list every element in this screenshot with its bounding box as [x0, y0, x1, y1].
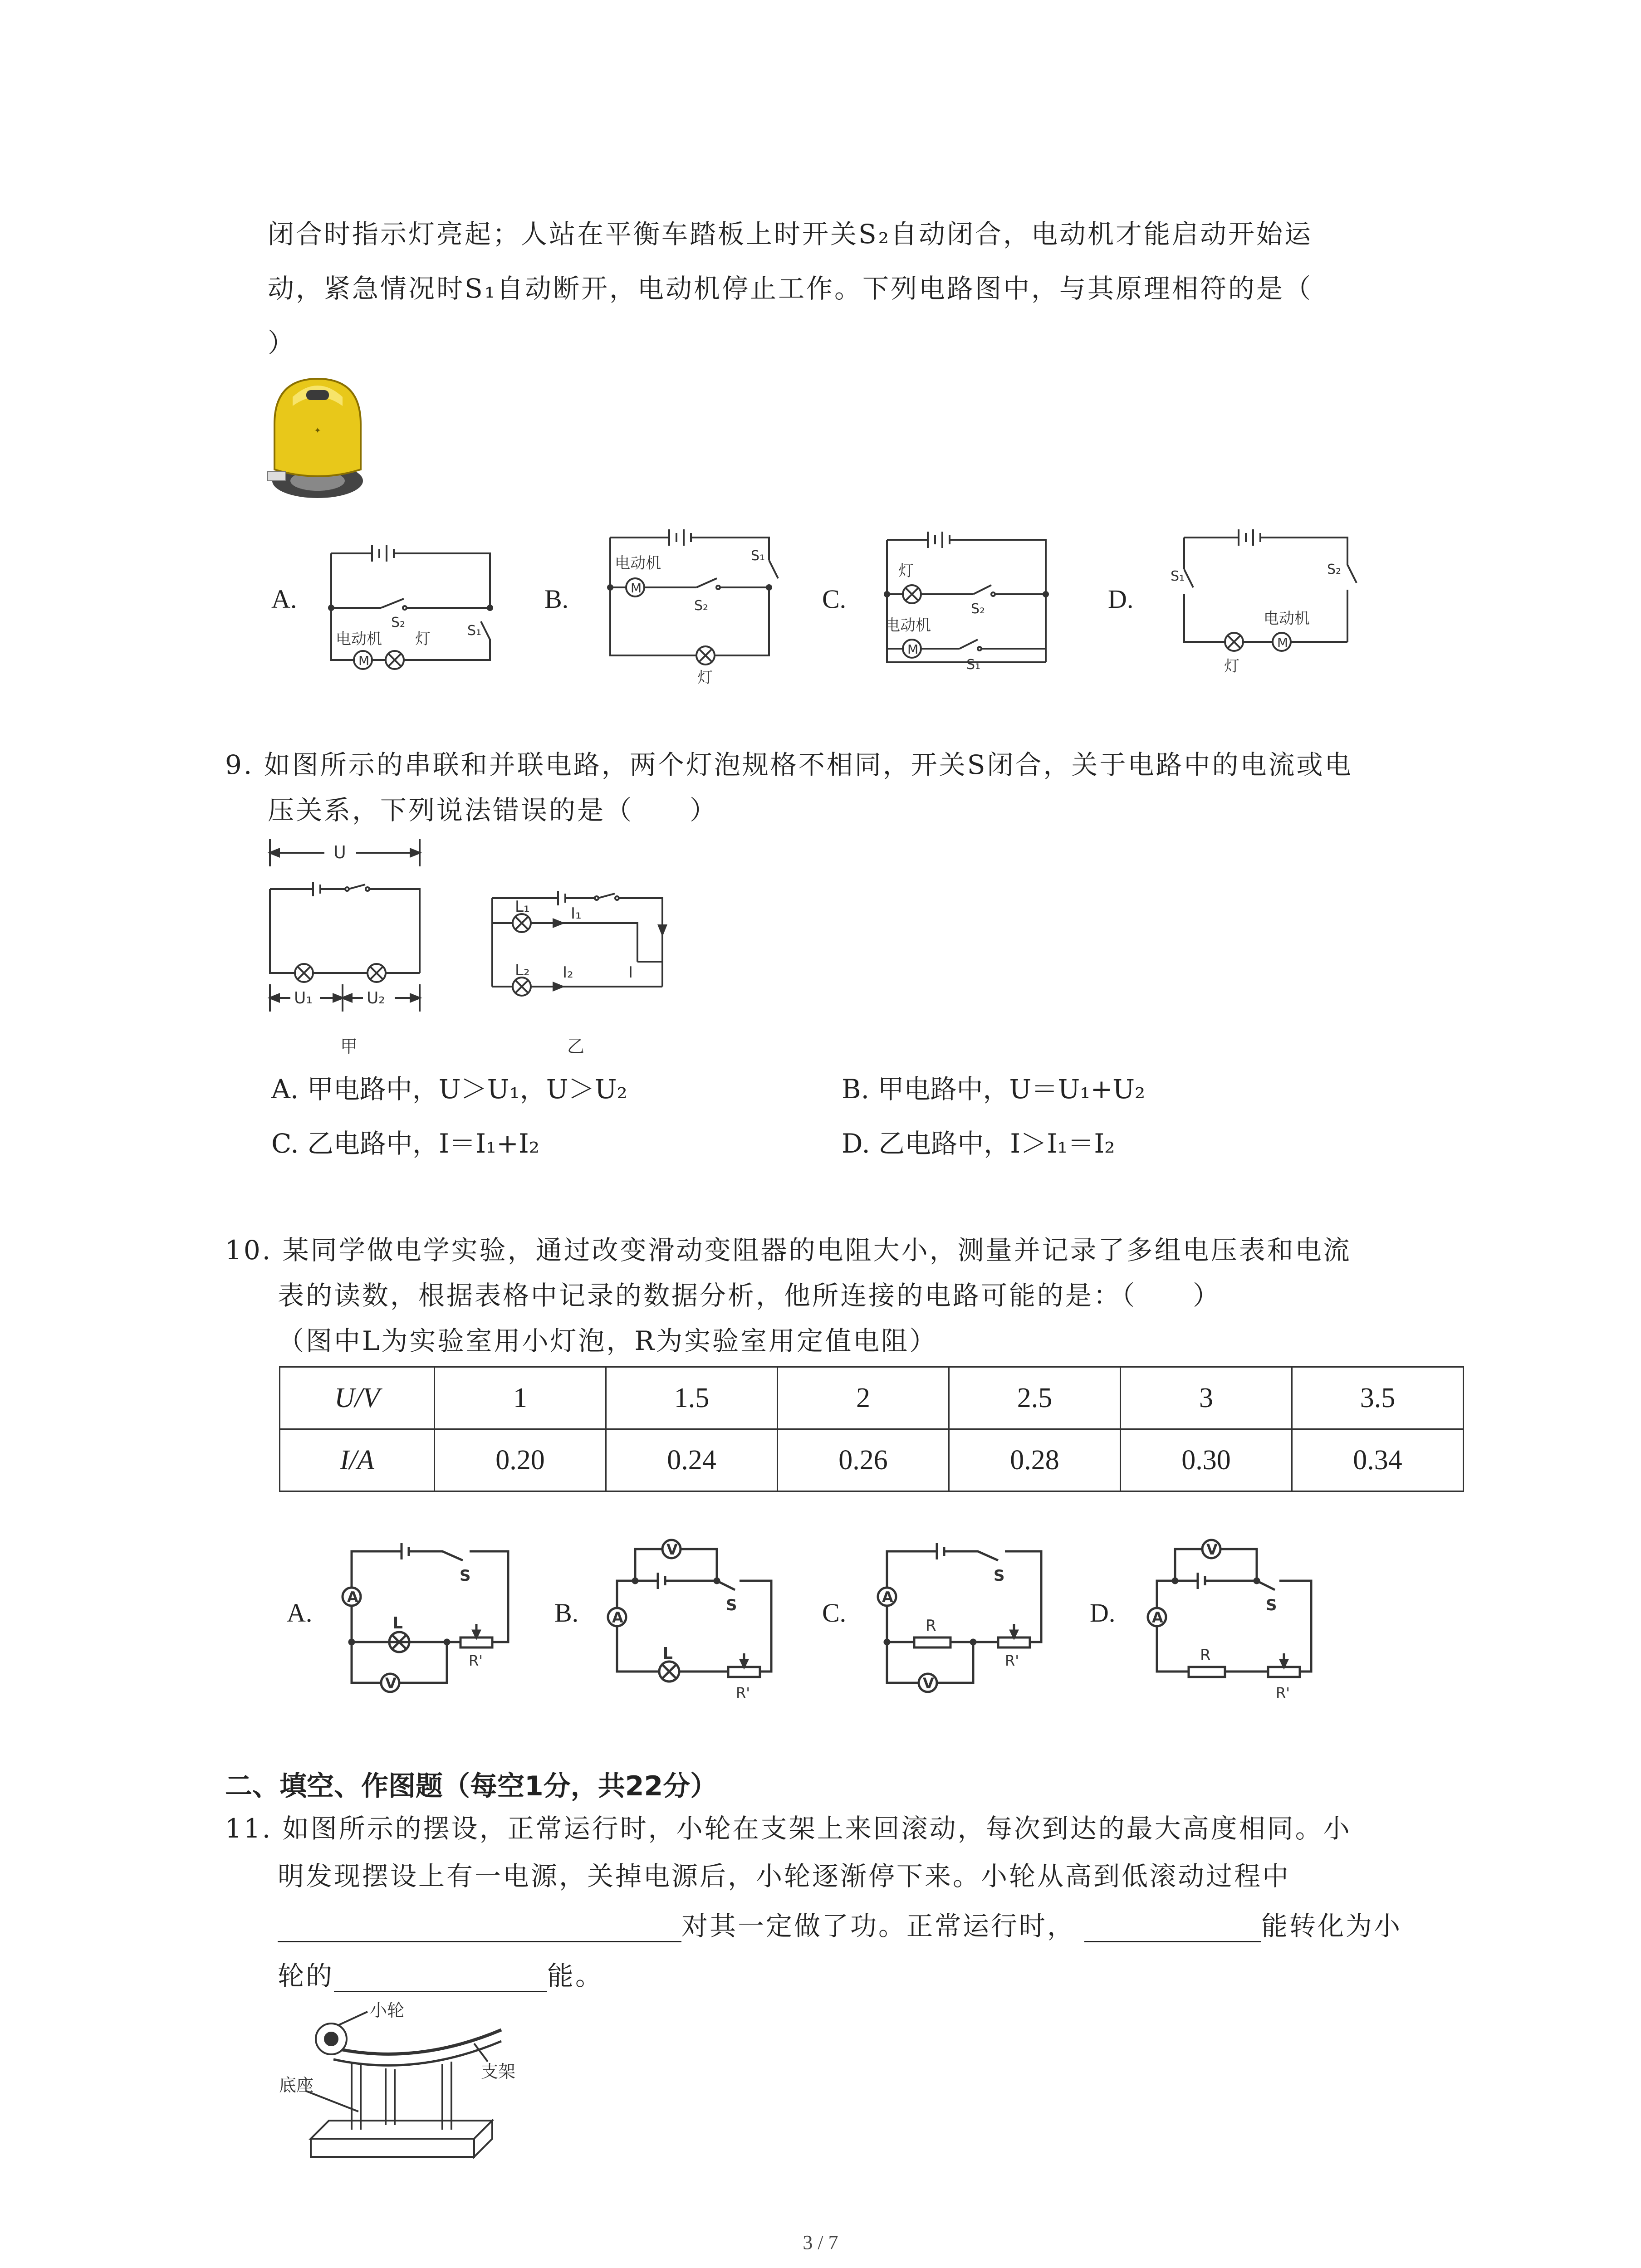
- table-row: [280, 1429, 1464, 1491]
- q11-blank-1[interactable]: [278, 1914, 681, 1942]
- q10c-ammeter-label: A: [882, 1589, 893, 1606]
- q11-line3-text: 对其一定做了功。正常运行时，: [681, 1911, 1076, 1941]
- q10-circuit-c: [873, 1538, 1055, 1710]
- q11-line3: [278, 1910, 1402, 1942]
- q10b-switch-label: S: [726, 1596, 737, 1614]
- table-cell: U/V: [280, 1367, 435, 1429]
- q9-jia-label: 甲: [340, 1036, 358, 1056]
- q9-i1-label: I₁: [571, 904, 582, 923]
- q10b-ammeter-label: A: [612, 1609, 623, 1626]
- q8c-lamp-label: 灯: [898, 562, 914, 580]
- q9-option-b[interactable]: B. 甲电路中，U＝U₁+U₂: [842, 1074, 1146, 1105]
- q8b-m-label: M: [631, 581, 642, 596]
- q11-line3-end: 能转化为小: [1261, 1911, 1402, 1941]
- table-cell: 1: [435, 1367, 606, 1429]
- page-number: 3 / 7: [803, 2231, 838, 2253]
- table-cell: 2.5: [949, 1367, 1121, 1429]
- q10d-voltmeter-label: V: [1206, 1541, 1218, 1558]
- q10-circuit-a: [338, 1538, 519, 1710]
- q8a-m-label: M: [358, 653, 370, 668]
- q10a-lamp-label: L: [392, 1614, 403, 1633]
- q8-option-c[interactable]: C.: [822, 584, 847, 614]
- q10-line3: （图中L为实验室用小灯泡，R为实验室用定值电阻）: [278, 1325, 938, 1356]
- q9-option-d[interactable]: D. 乙电路中，I＞I₁＝I₂: [842, 1128, 1115, 1159]
- q9-u2-label: U₂: [367, 989, 385, 1007]
- q9-u1-label: U₁: [294, 989, 313, 1007]
- table-cell: 0.28: [949, 1429, 1121, 1491]
- q10d-rheostat-label: R': [1276, 1684, 1290, 1701]
- q8-option-b[interactable]: B.: [544, 584, 569, 614]
- q11-wheel-label: 小轮: [370, 2000, 405, 2020]
- q10-line1: 10. 某同学做电学实验，通过改变滑动变阻器的电阻大小，测量并记录了多组电压表和电流: [225, 1235, 1352, 1266]
- table-cell: 1.5: [606, 1367, 778, 1429]
- table-cell: 0.24: [606, 1429, 778, 1491]
- q10c-voltmeter-label: V: [923, 1675, 934, 1692]
- q10-data-table: [279, 1366, 1464, 1492]
- section-heading: 二、填空、作图题（每空1分，共22分）: [225, 1770, 718, 1802]
- q10-option-d[interactable]: D.: [1090, 1598, 1116, 1628]
- q9-figure-jia: [268, 835, 431, 1061]
- q8a-motor-label: 电动机: [336, 630, 382, 648]
- table-cell: 3.5: [1292, 1367, 1464, 1429]
- q8c-s1-label: S₁: [966, 657, 981, 673]
- q8-circuit-c: [878, 526, 1059, 689]
- q10c-rheostat-label: R': [1005, 1652, 1019, 1669]
- q8d-motor-label: 电动机: [1264, 610, 1310, 628]
- svg-text:✦: ✦: [314, 426, 321, 435]
- q8c-m-label: M: [907, 642, 919, 657]
- q8d-s2-label: S₂: [1327, 562, 1342, 577]
- q8b-motor-label: 电动机: [615, 554, 661, 572]
- q8-circuit-b: [601, 524, 792, 687]
- q10d-switch-label: S: [1266, 1596, 1277, 1614]
- q8a-s1-label: S₁: [467, 623, 482, 639]
- q9-line1: 9. 如图所示的串联和并联电路，两个灯泡规格不相同，开关S闭合，关于电路中的电流或电: [225, 749, 1353, 780]
- q10d-ammeter-label: A: [1152, 1609, 1163, 1626]
- q9-u-label: U: [333, 842, 346, 862]
- q10a-ammeter-label: A: [347, 1589, 358, 1606]
- q8d-s1-label: S₁: [1171, 568, 1185, 584]
- q10-option-c[interactable]: C.: [822, 1598, 847, 1628]
- q10b-rheostat-label: R': [736, 1684, 750, 1701]
- q10c-switch-label: S: [994, 1567, 1005, 1585]
- q10-circuit-d: [1143, 1535, 1325, 1712]
- q10b-voltmeter-label: V: [666, 1541, 678, 1558]
- table-row: [280, 1367, 1464, 1429]
- q9-yi-label: 乙: [567, 1036, 585, 1056]
- q9-l2-label: L₂: [515, 961, 530, 979]
- table-cell: 0.20: [435, 1429, 606, 1491]
- q8b-s1-label: S₁: [751, 548, 765, 564]
- q8-line2: 动，紧急情况时S₁自动断开，电动机停止工作。下列电路图中，与其原理相符的是（: [268, 273, 1313, 304]
- q11-figure-toy: [279, 1994, 560, 2170]
- q8a-lamp-label: 灯: [415, 630, 431, 648]
- q11-stand-label: 支架: [481, 2062, 516, 2082]
- q11-base-label: 底座: [279, 2075, 314, 2095]
- q9-line2: 压关系，下列说法错误的是（ ）: [268, 795, 718, 826]
- q10b-lamp-label: L: [662, 1644, 673, 1663]
- q11-blank-2[interactable]: [1084, 1914, 1261, 1942]
- q11-line4-end: 能。: [547, 1960, 604, 1991]
- table-cell: 0.30: [1121, 1429, 1292, 1491]
- q10d-resistor-label: R: [1200, 1646, 1211, 1664]
- table-cell: 0.26: [778, 1429, 949, 1491]
- q11-line2: 明发现摆设上有一电源，关掉电源后，小轮逐渐停下来。小轮从高到低滚动过程中: [278, 1861, 1291, 1892]
- table-cell: 0.34: [1292, 1429, 1464, 1491]
- q9-i2-label: I₂: [563, 963, 573, 982]
- q8-line3: ）: [268, 327, 296, 358]
- table-cell: 2: [778, 1367, 949, 1429]
- q8c-motor-label: 电动机: [885, 616, 931, 635]
- q9-option-c[interactable]: C. 乙电路中，I＝I₁+I₂: [271, 1128, 540, 1159]
- q10a-switch-label: S: [460, 1567, 471, 1585]
- q10-circuit-b: [603, 1535, 785, 1712]
- q8-line1: 闭合时指示灯亮起；人站在平衡车踏板上时开关S₂自动闭合，电动机才能启动开始运: [268, 219, 1313, 249]
- q11-blank-3[interactable]: [334, 1964, 547, 1992]
- q8-circuit-d: [1171, 524, 1366, 692]
- q10-option-b[interactable]: B.: [554, 1598, 579, 1628]
- q8a-s2-label: S₂: [391, 615, 406, 631]
- q9-l1-label: L₁: [515, 898, 530, 916]
- table-cell: I/A: [280, 1429, 435, 1491]
- q9-option-a[interactable]: A. 甲电路中，U＞U₁，U＞U₂: [271, 1074, 627, 1105]
- q8-option-d[interactable]: D.: [1108, 584, 1134, 614]
- q10-option-a[interactable]: A.: [287, 1598, 313, 1628]
- q8b-lamp-label: 灯: [697, 669, 713, 687]
- q10a-rheostat-label: R': [469, 1652, 483, 1669]
- q11-line4-start: 轮的: [278, 1960, 334, 1991]
- q8d-lamp-label: 灯: [1224, 657, 1239, 675]
- q10-line2: 表的读数，根据表格中记录的数据分析，他所连接的电路可能的是：（ ）: [278, 1280, 1221, 1311]
- q10a-voltmeter-label: V: [385, 1675, 397, 1692]
- q8-option-a[interactable]: A.: [271, 584, 297, 614]
- q8c-s2-label: S₂: [971, 601, 985, 617]
- table-cell: 3: [1121, 1367, 1292, 1429]
- q10c-resistor-label: R: [926, 1617, 936, 1635]
- balance-car-photo: [265, 370, 370, 501]
- q8d-m-label: M: [1277, 635, 1288, 650]
- q8b-s2-label: S₂: [694, 598, 709, 614]
- q11-line1: 11. 如图所示的摆设，正常运行时，小轮在支架上来回滚动，每次到达的最大高度相同。小: [225, 1813, 1352, 1844]
- q9-i-label: I: [628, 963, 633, 982]
- q8-circuit-a: [322, 535, 513, 685]
- q11-line4: [278, 1960, 603, 1992]
- q9-figure-yi: [485, 885, 676, 1066]
